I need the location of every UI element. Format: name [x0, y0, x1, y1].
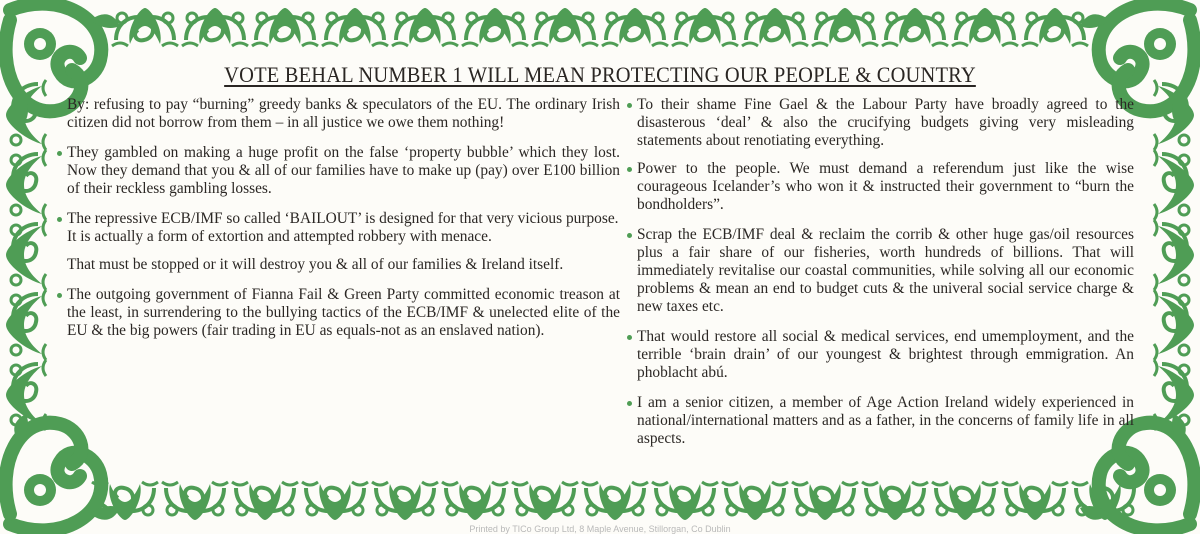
left-column	[67, 96, 620, 350]
bottom-border-band	[92, 482, 1138, 520]
paragraph-text: By: refusing to pay “burning” greedy banks & speculators of the EU. The ordinary Irish citizen did not borrow from them – in all justice we owe them nothing!	[67, 96, 620, 131]
paragraph-must-be-stopped	[67, 256, 620, 274]
left-border-band	[6, 80, 46, 430]
bullet-dot-icon	[57, 151, 62, 156]
right-column	[637, 96, 1134, 458]
bullet-dot-icon	[57, 217, 62, 222]
paragraph-text: Power to the people. We must demand a referendum just like the wise courageous Icelander’s who won it & instructed their government to “burn the bondholders”.	[637, 160, 1134, 213]
paragraph-text: They gambled on making a huge profit on the false ‘property bubble’ which they lost. Now they demand that you & all of our families have to make up (pay) over E100 billion of their reckless gambling losses.	[67, 144, 620, 197]
paragraph-outgoing-government	[67, 286, 620, 340]
paragraph-text-continued: It is actually a form of extortion and attempted robbery with menace.	[67, 228, 492, 245]
paragraph-power-to-people	[637, 160, 1134, 214]
paragraph-text: The repressive ECB/IMF so called ‘BAILOUT’ is designed for that very vicious purpose.	[67, 210, 619, 227]
paragraph-text: I am a senior citizen, a member of Age Action Ireland widely experienced in national/international matters and as a father, in the concerns of family life in all aspects.	[637, 394, 1134, 447]
paragraph-fine-gael-labour	[637, 96, 1134, 150]
bullet-dot-icon	[627, 335, 632, 340]
paragraph-senior-citizen	[637, 394, 1134, 448]
paragraph-restore-services	[637, 328, 1134, 382]
printer-imprint: Printed by TICo Group Ltd, 8 Maple Avenue, Stillorgan, Co Dublin	[469, 524, 731, 534]
leaflet-title: VOTE BEHAL NUMBER 1 WILL MEAN PROTECTING OUR PEOPLE & COUNTRY	[224, 62, 976, 87]
bullet-dot-icon	[627, 167, 632, 172]
bullet-dot-icon	[627, 233, 632, 238]
paragraph-text: That would restore all social & medical services, end umemployment, and the terrible ‘brain drain’ of our youngest & brightest through emmigration. An phoblacht abú.	[637, 328, 1134, 381]
paragraph-refuse-to-pay	[67, 96, 620, 132]
paragraph-text: Scrap the ECB/IMF deal & reclaim the corrib & other huge gas/oil resources plus a fair share of our fisheries, worth hundreds of billions. That will immediately revitalise our coastal communities, while solving all our economic problems & mean an end to budget cuts & the univeral social service charge & new taxes etc.	[637, 226, 1134, 315]
bullet-dot-icon	[57, 293, 62, 298]
paragraph-text: The outgoing government of Fianna Fail & Green Party committed economic treason at the least, in surrendering to the bullying tactics of the ECB/IMF & unelected elite of the EU & the big powers (fair trading in EU as equals-not as an enslaved nation).	[67, 286, 620, 339]
paragraph-scrap-deal	[637, 226, 1134, 316]
paragraph-property-bubble	[67, 144, 620, 198]
corner-bottom-left	[6, 414, 120, 530]
paragraph-text: To their shame Fine Gael & the Labour Party have broadly agreed to the disasterous ‘deal’ & also the crucifying budgets giving very misleading statements about renotiating everything.	[637, 96, 1134, 149]
bullet-dot-icon	[627, 103, 632, 108]
paragraph-bailout	[67, 210, 620, 246]
paragraph-text: That must be stopped or it will destroy you & all of our families & Ireland itself.	[67, 256, 564, 273]
bullet-dot-icon	[627, 401, 632, 406]
right-border-band	[1154, 80, 1194, 430]
top-border-band	[112, 8, 1088, 46]
